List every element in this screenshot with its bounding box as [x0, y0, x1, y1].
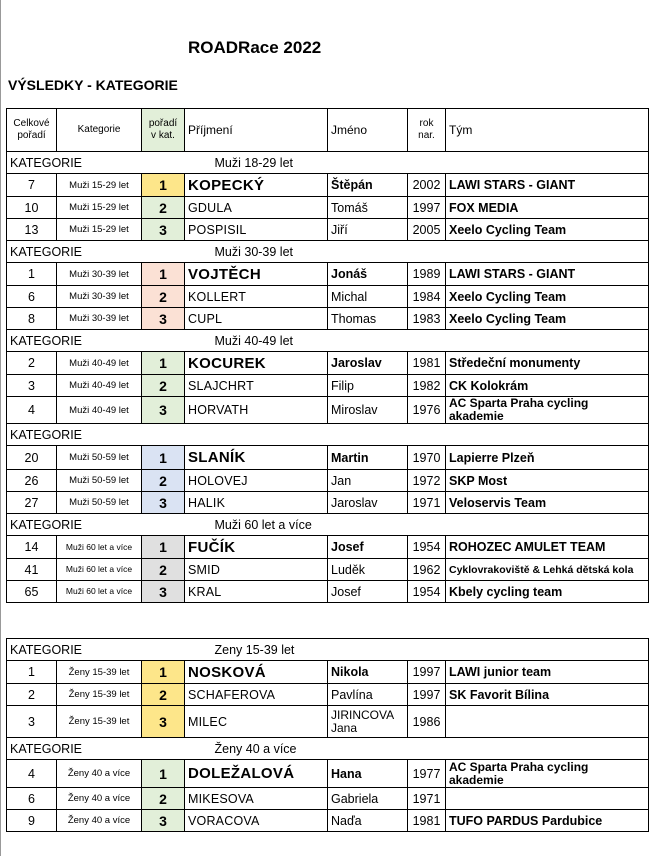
- category-label: KATEGORIE: [7, 514, 185, 536]
- header-team: Tým: [446, 109, 649, 152]
- category-row: [7, 738, 649, 760]
- category-cell: Muži 60 let a více: [57, 581, 142, 603]
- first-name: Luděk: [328, 559, 408, 581]
- first-name: Martin: [328, 446, 408, 470]
- team-name: LAWI STARS - GIANT: [446, 174, 649, 197]
- result-row: [7, 760, 649, 788]
- last-name: POSPISIL: [185, 219, 328, 241]
- category-row: [7, 152, 649, 174]
- last-name: MILEC: [185, 706, 328, 738]
- category-cell: Ženy 15-39 let: [57, 661, 142, 684]
- birth-year: 1971: [408, 492, 446, 514]
- result-row: [7, 174, 649, 197]
- birth-year: 1986: [408, 706, 446, 738]
- last-name: KOCUREK: [185, 352, 328, 375]
- result-row: [7, 788, 649, 810]
- birth-year: 1976: [408, 397, 446, 424]
- team-name: AC Sparta Praha cycling akademie: [446, 397, 649, 424]
- result-row: [7, 446, 649, 470]
- first-name: Filip: [328, 375, 408, 397]
- category-name: Zeny 15-39 let: [185, 639, 649, 661]
- first-name: Jiří: [328, 219, 408, 241]
- first-name: Tomáš: [328, 197, 408, 219]
- category-name: Muži 40-49 let: [185, 330, 649, 352]
- category-name: Muži 60 let a více: [185, 514, 649, 536]
- category-row: [7, 424, 649, 446]
- birth-year: 1970: [408, 446, 446, 470]
- category-cell: Ženy 40 a více: [57, 788, 142, 810]
- team-name: [446, 706, 649, 738]
- last-name: VOJTĚCH: [185, 263, 328, 286]
- team-name: Veloservis Team: [446, 492, 649, 514]
- team-name: Xeelo Cycling Team: [446, 219, 649, 241]
- first-name: Štěpán: [328, 174, 408, 197]
- overall-position: 4: [7, 397, 57, 424]
- result-row: [7, 661, 649, 684]
- category-cell: Muži 40-49 let: [57, 375, 142, 397]
- last-name: KRAL: [185, 581, 328, 603]
- team-name: Kbely cycling team: [446, 581, 649, 603]
- overall-position: 3: [7, 706, 57, 738]
- last-name: SMID: [185, 559, 328, 581]
- team-name: Lapierre Plzeň: [446, 446, 649, 470]
- category-rank: 1: [142, 760, 185, 788]
- team-name: Xeelo Cycling Team: [446, 286, 649, 308]
- category-cell: Muži 30-39 let: [57, 308, 142, 330]
- category-rank: 1: [142, 661, 185, 684]
- category-cell: Ženy 15-39 let: [57, 684, 142, 706]
- result-row: [7, 536, 649, 559]
- category-rank: 2: [142, 684, 185, 706]
- birth-year: 1997: [408, 684, 446, 706]
- category-row: [7, 639, 649, 661]
- category-rank: 3: [142, 492, 185, 514]
- category-cell: Muži 50-59 let: [57, 470, 142, 492]
- category-rank: 2: [142, 286, 185, 308]
- category-label: KATEGORIE: [7, 152, 185, 174]
- category-cell: Muži 60 let a více: [57, 536, 142, 559]
- category-rank: 3: [142, 219, 185, 241]
- last-name: KOLLERT: [185, 286, 328, 308]
- category-rank: 2: [142, 375, 185, 397]
- overall-position: 14: [7, 536, 57, 559]
- team-name: AC Sparta Praha cycling akademie: [446, 760, 649, 788]
- last-name: HORVATH: [185, 397, 328, 424]
- team-name: CK Kolokrám: [446, 375, 649, 397]
- result-row: [7, 308, 649, 330]
- first-name: Josef: [328, 536, 408, 559]
- birth-year: 1962: [408, 559, 446, 581]
- category-cell: Muži 15-29 let: [57, 174, 142, 197]
- overall-position: 2: [7, 352, 57, 375]
- first-name: Josef: [328, 581, 408, 603]
- overall-position: 41: [7, 559, 57, 581]
- overall-position: 10: [7, 197, 57, 219]
- team-name: Středeční monumenty: [446, 352, 649, 375]
- overall-position: 26: [7, 470, 57, 492]
- category-rank: 3: [142, 810, 185, 832]
- last-name: CUPL: [185, 308, 328, 330]
- category-rank: 1: [142, 446, 185, 470]
- category-row: [7, 241, 649, 263]
- team-name: SKP Most: [446, 470, 649, 492]
- category-rank: 2: [142, 470, 185, 492]
- document-subtitle: VÝSLEDKY - KATEGORIE: [8, 77, 178, 93]
- overall-position: 4: [7, 760, 57, 788]
- page-edge: [0, 0, 1, 856]
- category-cell: Muži 30-39 let: [57, 263, 142, 286]
- overall-position: 20: [7, 446, 57, 470]
- category-rank: 1: [142, 536, 185, 559]
- last-name: SLAJCHRT: [185, 375, 328, 397]
- header-first-name: Jméno: [328, 109, 408, 152]
- category-label: KATEGORIE: [7, 424, 185, 446]
- last-name: GDULA: [185, 197, 328, 219]
- category-cell: Muži 15-29 let: [57, 219, 142, 241]
- team-name: LAWI junior team: [446, 661, 649, 684]
- category-rank: 3: [142, 397, 185, 424]
- last-name: KOPECKÝ: [185, 174, 328, 197]
- category-cell: Muži 60 let a více: [57, 559, 142, 581]
- birth-year: 1981: [408, 810, 446, 832]
- birth-year: 1971: [408, 788, 446, 810]
- team-name: Xeelo Cycling Team: [446, 308, 649, 330]
- result-row: [7, 286, 649, 308]
- result-row: [7, 219, 649, 241]
- category-name: Ženy 40 a více: [185, 738, 649, 760]
- first-name: Jan: [328, 470, 408, 492]
- last-name: DOLEŽALOVÁ: [185, 760, 328, 788]
- result-row: [7, 470, 649, 492]
- birth-year: 2002: [408, 174, 446, 197]
- results-table-men: [6, 108, 649, 603]
- first-name: JIRINCOVA Jana: [328, 706, 408, 738]
- result-row: [7, 810, 649, 832]
- category-rank: 2: [142, 197, 185, 219]
- overall-position: 7: [7, 174, 57, 197]
- first-name: Miroslav: [328, 397, 408, 424]
- category-cell: Muži 50-59 let: [57, 446, 142, 470]
- category-rank: 2: [142, 788, 185, 810]
- category-row: [7, 330, 649, 352]
- first-name: Naďa: [328, 810, 408, 832]
- category-cell: Muži 40-49 let: [57, 397, 142, 424]
- overall-position: 2: [7, 684, 57, 706]
- overall-position: 9: [7, 810, 57, 832]
- team-name: SK Favorit Bílina: [446, 684, 649, 706]
- result-row: [7, 352, 649, 375]
- category-rank: 1: [142, 174, 185, 197]
- first-name: Jonáš: [328, 263, 408, 286]
- category-label: KATEGORIE: [7, 241, 185, 263]
- result-row: [7, 263, 649, 286]
- category-label: KATEGORIE: [7, 738, 185, 760]
- overall-position: 6: [7, 286, 57, 308]
- category-rank: 1: [142, 263, 185, 286]
- result-row: [7, 197, 649, 219]
- team-name: TUFO PARDUS Pardubice: [446, 810, 649, 832]
- first-name: Hana: [328, 760, 408, 788]
- first-name: Michal: [328, 286, 408, 308]
- overall-position: 8: [7, 308, 57, 330]
- category-row: [7, 514, 649, 536]
- category-cell: Muži 15-29 let: [57, 197, 142, 219]
- overall-position: 65: [7, 581, 57, 603]
- category-name: Muži 18-29 let: [185, 152, 649, 174]
- team-name: ROHOZEC AMULET TEAM: [446, 536, 649, 559]
- birth-year: 1977: [408, 760, 446, 788]
- header-year: rok nar.: [408, 109, 446, 152]
- birth-year: 1954: [408, 536, 446, 559]
- category-cell: Muži 50-59 let: [57, 492, 142, 514]
- result-row: [7, 581, 649, 603]
- document-title: ROADRace 2022: [188, 38, 322, 57]
- birth-year: 1997: [408, 661, 446, 684]
- first-name: Jaroslav: [328, 492, 408, 514]
- category-rank: 3: [142, 581, 185, 603]
- team-name: [446, 788, 649, 810]
- category-rank: 2: [142, 559, 185, 581]
- birth-year: 1983: [408, 308, 446, 330]
- category-cell: Muži 40-49 let: [57, 352, 142, 375]
- result-row: [7, 397, 649, 424]
- header-category: Kategorie: [57, 109, 142, 152]
- category-rank: 3: [142, 706, 185, 738]
- last-name: MIKESOVA: [185, 788, 328, 810]
- birth-year: 2005: [408, 219, 446, 241]
- first-name: Nikola: [328, 661, 408, 684]
- team-name: FOX MEDIA: [446, 197, 649, 219]
- birth-year: 1989: [408, 263, 446, 286]
- first-name: Jaroslav: [328, 352, 408, 375]
- last-name: FUČÍK: [185, 536, 328, 559]
- first-name: Gabriela: [328, 788, 408, 810]
- category-rank: 1: [142, 352, 185, 375]
- last-name: SCHAFEROVA: [185, 684, 328, 706]
- result-row: [7, 559, 649, 581]
- overall-position: 1: [7, 661, 57, 684]
- result-row: [7, 706, 649, 738]
- category-rank: 3: [142, 308, 185, 330]
- header-row: [7, 109, 649, 152]
- team-name: Cyklovrakoviště & Lehká dětská kola: [446, 559, 649, 581]
- overall-position: 27: [7, 492, 57, 514]
- team-name: LAWI STARS - GIANT: [446, 263, 649, 286]
- overall-position: 6: [7, 788, 57, 810]
- overall-position: 13: [7, 219, 57, 241]
- birth-year: 1981: [408, 352, 446, 375]
- first-name: Thomas: [328, 308, 408, 330]
- birth-year: 1972: [408, 470, 446, 492]
- last-name: VORACOVA: [185, 810, 328, 832]
- result-row: [7, 684, 649, 706]
- birth-year: 1982: [408, 375, 446, 397]
- category-label: KATEGORIE: [7, 639, 185, 661]
- category-cell: Ženy 40 a více: [57, 760, 142, 788]
- header-overall: Celkové pořadí: [7, 109, 57, 152]
- category-cell: Ženy 40 a více: [57, 810, 142, 832]
- first-name: Pavlína: [328, 684, 408, 706]
- header-last-name: Příjmení: [185, 109, 328, 152]
- overall-position: 3: [7, 375, 57, 397]
- birth-year: 1954: [408, 581, 446, 603]
- last-name: HOLOVEJ: [185, 470, 328, 492]
- result-row: [7, 492, 649, 514]
- category-label: KATEGORIE: [7, 330, 185, 352]
- birth-year: 1997: [408, 197, 446, 219]
- header-rank: pořadí v kat.: [142, 109, 185, 152]
- last-name: SLANÍK: [185, 446, 328, 470]
- category-cell: Ženy 15-39 let: [57, 706, 142, 738]
- results-table-women: [6, 638, 649, 832]
- result-row: [7, 375, 649, 397]
- last-name: HALIK: [185, 492, 328, 514]
- category-cell: Muži 30-39 let: [57, 286, 142, 308]
- category-name: [185, 424, 649, 446]
- last-name: NOSKOVÁ: [185, 661, 328, 684]
- birth-year: 1984: [408, 286, 446, 308]
- category-name: Muži 30-39 let: [185, 241, 649, 263]
- overall-position: 1: [7, 263, 57, 286]
